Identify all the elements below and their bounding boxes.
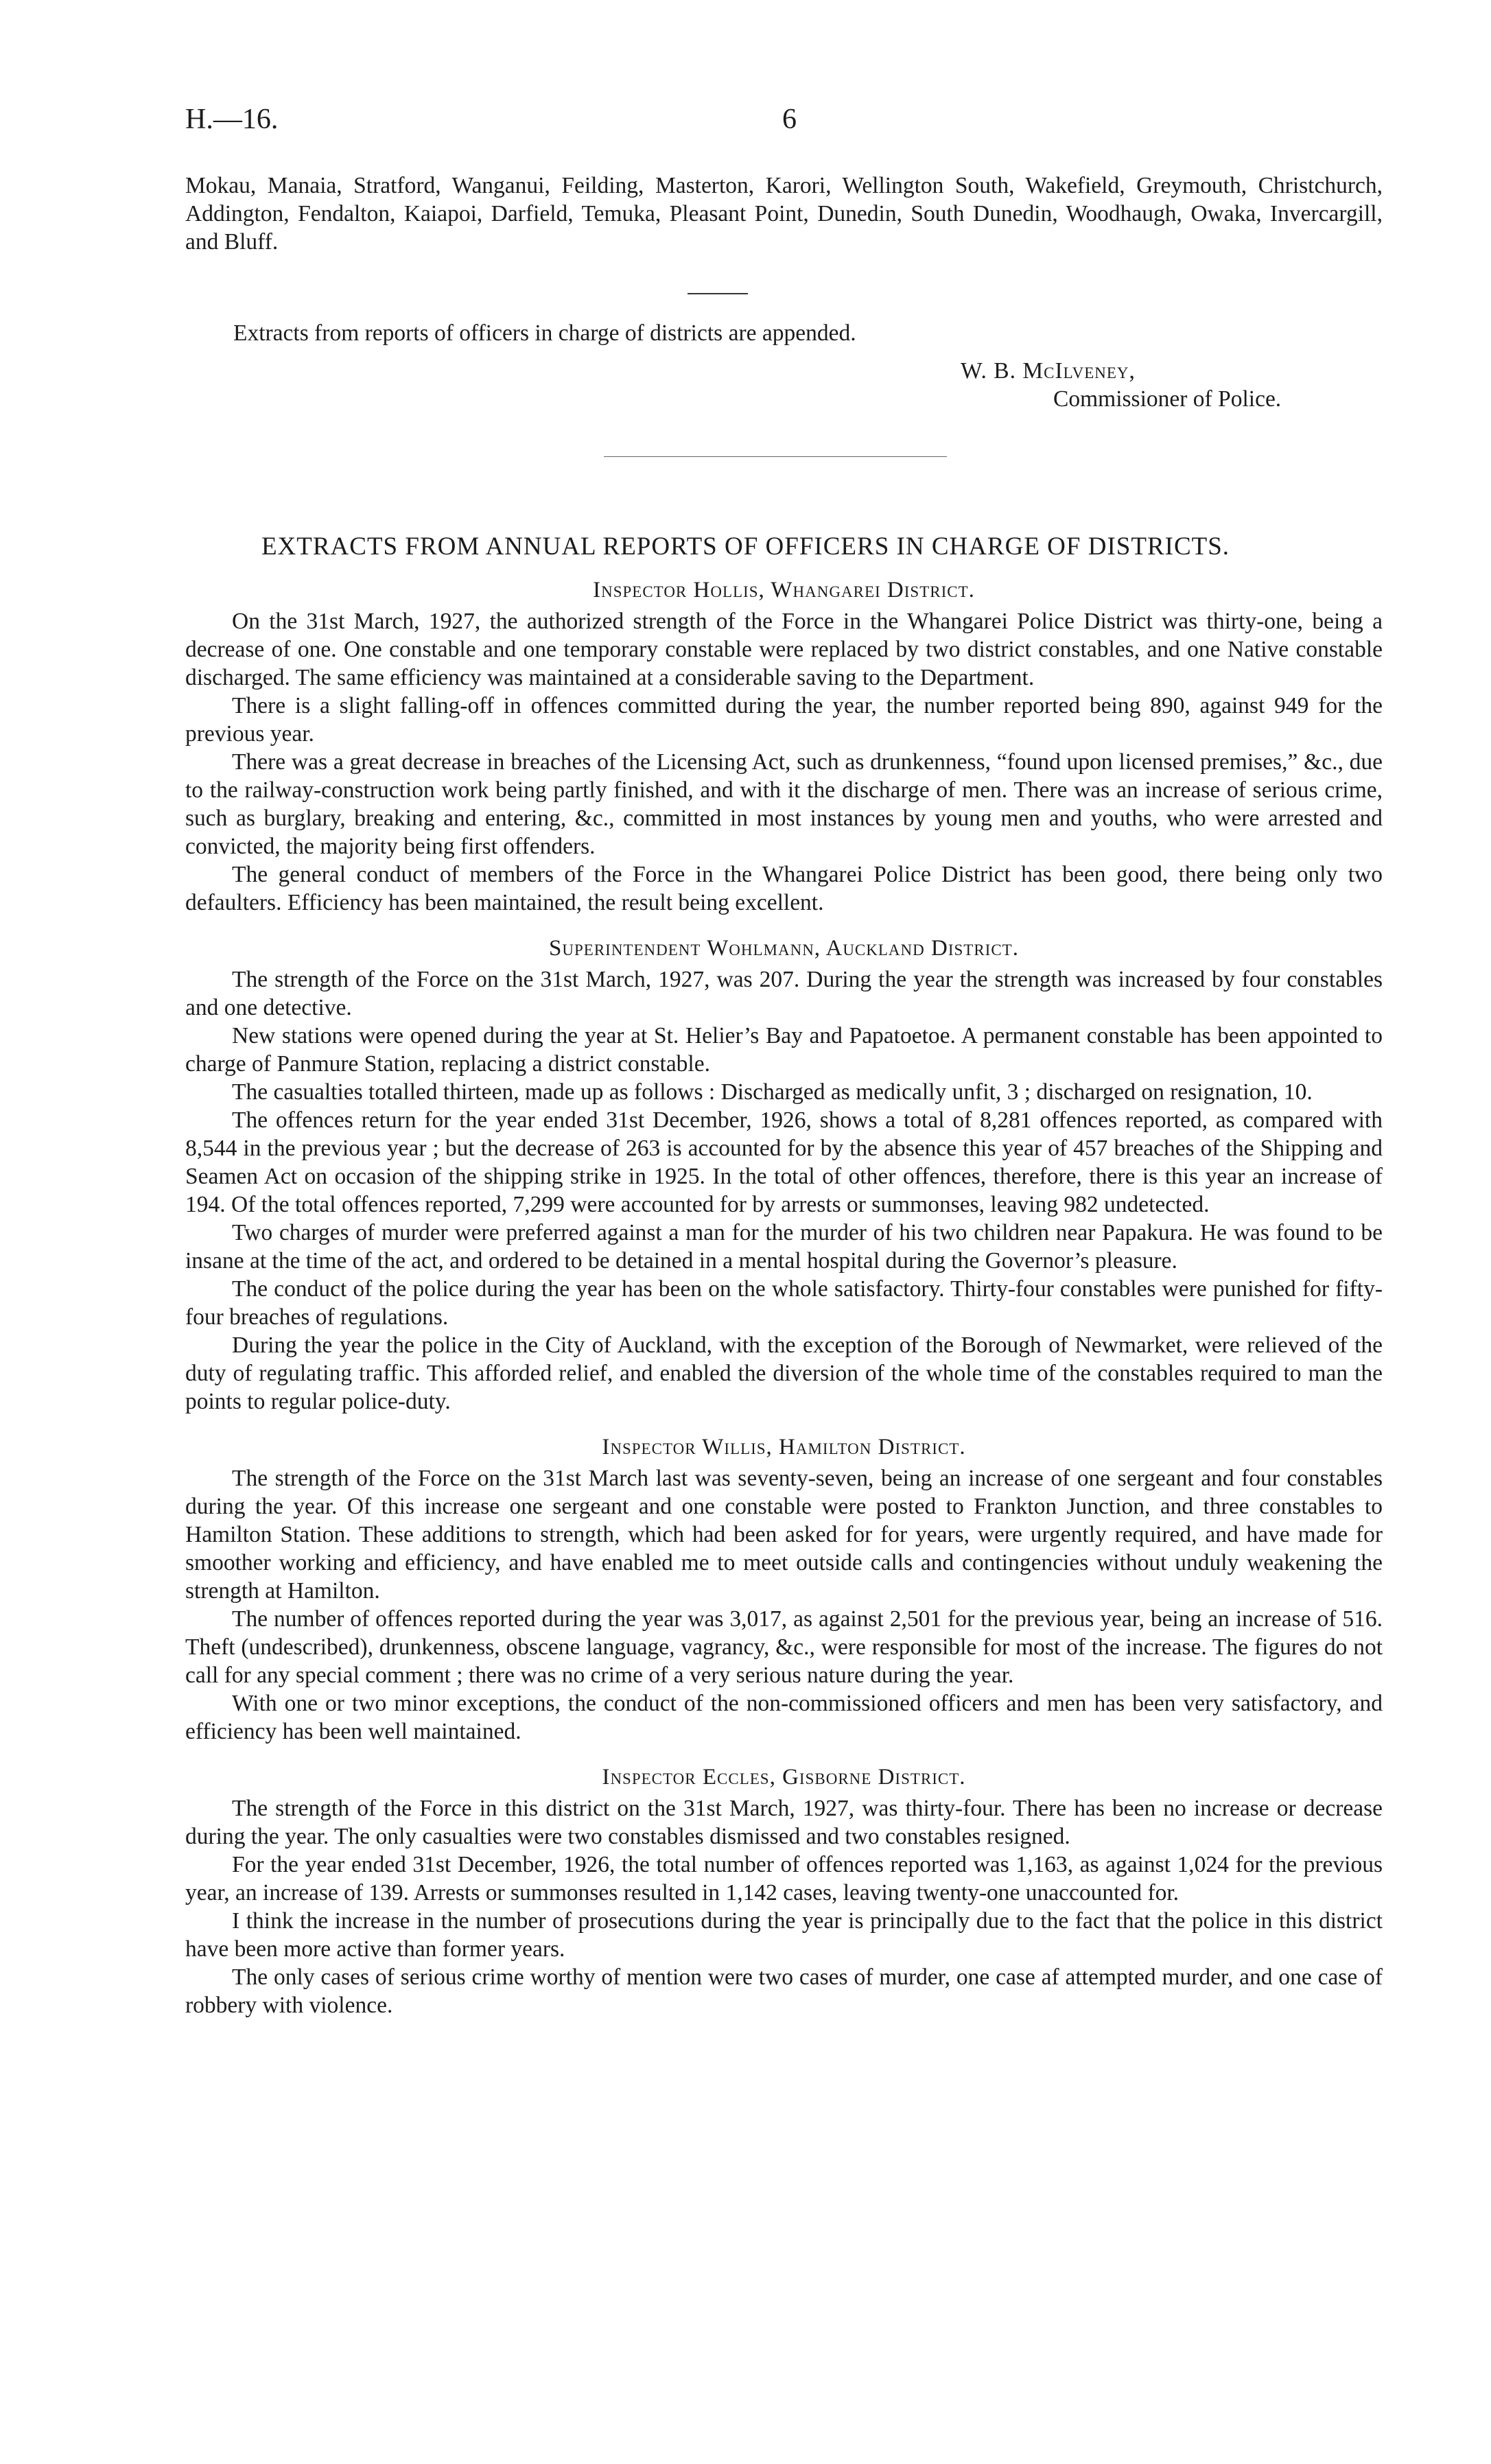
paragraph: The general conduct of members of the Force in the Whangarei Police District has been good, there being only two defaulters. Efficiency has been maintained, the result being excellent. (185, 862, 1383, 915)
paragraph: The number of offences reported during the year was 3,017, as against 2,501 for the previous year, being an increase of 516. Theft (undescribed), drunkenness, obscene language, vagrancy, &c., were responsible for most of the increase. The figures do not call for any special comment ; there was no crime of a very serious nature during the year. (185, 1606, 1383, 1688)
paragraph: Two charges of murder were preferred against a man for the murder of his two children near Papakura. He was found to be insane at the time of the act, and ordered to be detained in a mental hospital during the Governor’s pleasure. (185, 1220, 1383, 1274)
paragraph: The offences return for the year ended 31st December, 1926, shows a total of 8,281 offences reported, as compared with 8,544 in the previous year ; but the decrease of 263 is accounted for by the absence this year of 457 breaches of the Shipping and Seamen Act on occasion of the shipping strike in 1925. In the total of other offences, therefore, there is this year an increase of 194. Of the total offences reported, 7,299 were accounted for by arrests or summonses, leaving 982 undetected. (185, 1107, 1383, 1217)
report-section (185, 576, 1383, 917)
extracts-note: Extracts from reports of officers in charge of districts are appended. (233, 320, 856, 346)
document-reference: H.—16. (185, 104, 279, 135)
section-heading: Superintendent Wohlmann, Auckland District. (549, 936, 1019, 961)
page-number: 6 (782, 104, 797, 135)
section-heading: Inspector Hollis, Whangarei District. (593, 578, 975, 602)
section-heading: Inspector Willis, Hamilton District. (602, 1435, 966, 1459)
signatory-name: W. B. McIlveney, (961, 358, 1136, 384)
paragraph: There was a great decrease in breaches of the Licensing Act, such as drunkenness, “found upon licensed premises,” &c., due to the railway-construction work being partly finished, and with it the discharge of men. There was an increase of serious crime, such as burglary, breaking and entering, &c., committed in most instances by young men and youths, who were arrested and convicted, the majority being first offenders. (185, 749, 1383, 859)
report-section (185, 935, 1383, 1416)
paragraph: During the year the police in the City of Auckland, with the exception of the Borough of Newmarket, were relieved of the duty of regulating traffic. This afforded relief, and enabled the diversion of the whole time of the constables required to man the points to regular police-duty. (185, 1333, 1383, 1414)
report-section (185, 1763, 1383, 2019)
signatory-role: Commissioner of Police. (1053, 386, 1282, 412)
paragraph: For the year ended 31st December, 1926, the total number of offences reported was 1,163, as against 1,024 for the previous year, an increase of 139. Arrests or summonses resulted in 1,142 cases, leaving twenty-one unaccounted for. (185, 1852, 1383, 1905)
paragraph: The strength of the Force on the 31st March last was seventy-seven, being an increase of one sergeant and four constables during the year. Of this increase one sergeant and one constable were posted to Frankton Junction, and three constables to Hamilton Station. These additions to strength, which had been asked for for years, were urgently required, and have made for smoother working and efficiency, and have enabled me to meet outside calls and contingencies without unduly weakening the strength at Hamilton. (185, 1466, 1383, 1604)
reports-body (185, 576, 1383, 2037)
paragraph: The casualties totalled thirteen, made up as follows : Discharged as medically unfit, 3 ; discharged on resignation, 10. (232, 1079, 1313, 1105)
main-title: EXTRACTS FROM ANNUAL REPORTS OF OFFICERS IN CHARGE OF DISTRICTS. (261, 532, 1230, 561)
paragraph: The conduct of the police during the year has been on the whole satisfactory. Thirty-four constables were punished for fifty-four breaches of regulations. (185, 1276, 1383, 1330)
divider-long (604, 456, 947, 457)
intro-paragraph: Mokau, Manaia, Stratford, Wanganui, Feilding, Masterton, Karori, Wellington South, Wakefield, Greymouth, Christchurch, Addington, Fendalton, Kaiapoi, Darfield, Temuka, Pleasant Point, Dunedin, South Dunedin, Woodhaugh, Owaka, Invercargill, and Bluff. (185, 173, 1383, 255)
paragraph: The only cases of serious crime worthy of mention were two cases of murder, one case af attempted murder, and one case of robbery with violence. (185, 1964, 1383, 2018)
paragraph: New stations were opened during the year at St. Helier’s Bay and Papatoetoe. A permanent constable has been appointed to charge of Panmure Station, replacing a district constable. (185, 1023, 1383, 1077)
paragraph: On the 31st March, 1927, the authorized strength of the Force in the Whangarei Police District was thirty-one, being a decrease of one. One constable and one temporary constable were replaced by two district constables, and one Native constable discharged. The same efficiency was maintained at a considerable saving to the Department. (185, 609, 1383, 690)
paragraph: The strength of the Force on the 31st March, 1927, was 207. During the year the strength was increased by four constables and one detective. (185, 967, 1383, 1020)
report-section (185, 1433, 1383, 1746)
paragraph: There is a slight falling-off in offences committed during the year, the number reported being 890, against 949 for the previous year. (185, 693, 1383, 747)
divider-short (688, 293, 748, 294)
page-header (185, 103, 1386, 144)
paragraph: The strength of the Force in this district on the 31st March, 1927, was thirty-four. There has been no increase or decrease during the year. The only casualties were two constables dismissed and two constables resigned. (185, 1796, 1383, 1849)
paragraph: With one or two minor exceptions, the conduct of the non-commissioned officers and men has been very satisfactory, and efficiency has been well maintained. (185, 1691, 1383, 1744)
paragraph: I think the increase in the number of prosecutions during the year is principally due to the fact that the police in this district have been more active than former years. (185, 1908, 1383, 1962)
section-heading: Inspector Eccles, Gisborne District. (602, 1765, 966, 1790)
signature-block (961, 357, 1281, 413)
